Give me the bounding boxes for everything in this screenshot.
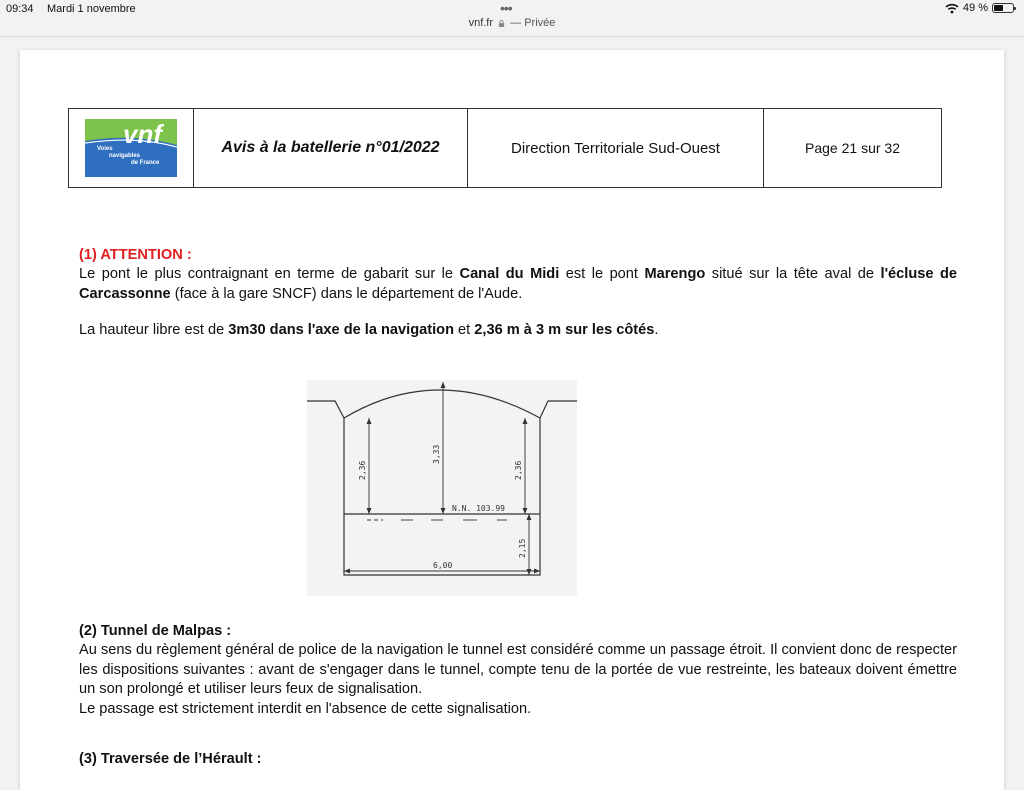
bridge-name: Marengo xyxy=(644,266,706,283)
section-1-paragraph-2 xyxy=(79,321,957,340)
width-label: 6,00 xyxy=(433,561,453,570)
water-level-label: N.N. 103.99 xyxy=(452,504,505,513)
text: La hauteur libre est de xyxy=(79,322,229,339)
text: (face à la gare SNCF) dans le département de l'Aude. xyxy=(170,285,523,302)
url-domain: vnf.fr xyxy=(468,17,494,29)
date: Mardi 1 novembre xyxy=(47,3,136,15)
private-mode-label: — Privée xyxy=(510,17,556,29)
section-3-heading: (3) Traversée de l’Hérault : xyxy=(79,751,262,767)
vnf-logo xyxy=(85,119,177,177)
section-2-heading: (2) Tunnel de Malpas : xyxy=(79,623,232,639)
depth-label: 2,15 xyxy=(518,538,527,558)
multitasking-dots-icon[interactable]: ••• xyxy=(500,0,512,16)
section-1-paragraph-1 xyxy=(79,265,957,304)
battery-percent: 49 % xyxy=(962,2,988,14)
page-number: Page 21 sur 32 xyxy=(805,140,900,156)
lock-icon xyxy=(498,20,505,27)
section-2-paragraph-1: Au sens du règlement général de police de la navigation le tunnel est considéré comme un passage étroit. Il convient donc de respecter les dispositions suivantes : avant de s'engager dans le tunnel, compte tenu de la portée de vue restreinte, les bateaux doivent émettre un son prolongé et utiliser leurs feux de signalisation. xyxy=(79,642,957,698)
logo-subtitle-line3: de France xyxy=(131,160,160,166)
document-header xyxy=(68,108,942,188)
logo-text: vnf xyxy=(123,119,162,149)
text: . xyxy=(654,322,659,339)
battery-icon xyxy=(992,3,1014,13)
section-2 xyxy=(79,622,957,719)
text: Le pont le plus contraignant en terme de gabarit sur le xyxy=(79,266,460,283)
clock: 09:34 xyxy=(6,3,34,15)
center-height-label: 3,33 xyxy=(432,444,441,464)
logo-subtitle-line1: Voies xyxy=(97,146,113,152)
notice-title: Avis à la batellerie n°01/2022 xyxy=(194,109,468,187)
wifi-icon xyxy=(945,3,959,14)
toolbar-divider xyxy=(0,36,1024,37)
left-height-label: 2,36 xyxy=(358,460,367,480)
side-clearance: 2,36 m à 3 m sur les côtés xyxy=(474,322,655,339)
center-clearance: 3m30 dans l'axe de la navigation xyxy=(228,322,454,339)
section-1-heading: (1) ATTENTION : xyxy=(79,247,192,263)
text: est le pont xyxy=(559,266,645,283)
section-1 xyxy=(79,246,957,341)
text: et xyxy=(454,322,475,339)
bridge-clearance-diagram xyxy=(307,380,577,596)
section-2-paragraph-2: Le passage est strictement interdit en l'absence de cette signalisation. xyxy=(79,700,532,717)
canal-name: Canal du Midi xyxy=(459,266,560,283)
address-bar[interactable] xyxy=(0,17,1024,35)
right-height-label: 2,36 xyxy=(514,460,523,480)
direction-name: Direction Territoriale Sud-Ouest xyxy=(468,109,764,187)
status-right xyxy=(945,2,1014,14)
status-bar xyxy=(0,0,1024,18)
section-3 xyxy=(79,750,957,769)
text: situé sur la tête aval de xyxy=(705,266,881,283)
logo-cell xyxy=(69,109,194,187)
lock-name: l'écluse de Carcassonne xyxy=(79,266,958,302)
document-page xyxy=(20,50,1004,790)
logo-subtitle-line2: navigables xyxy=(109,153,141,159)
